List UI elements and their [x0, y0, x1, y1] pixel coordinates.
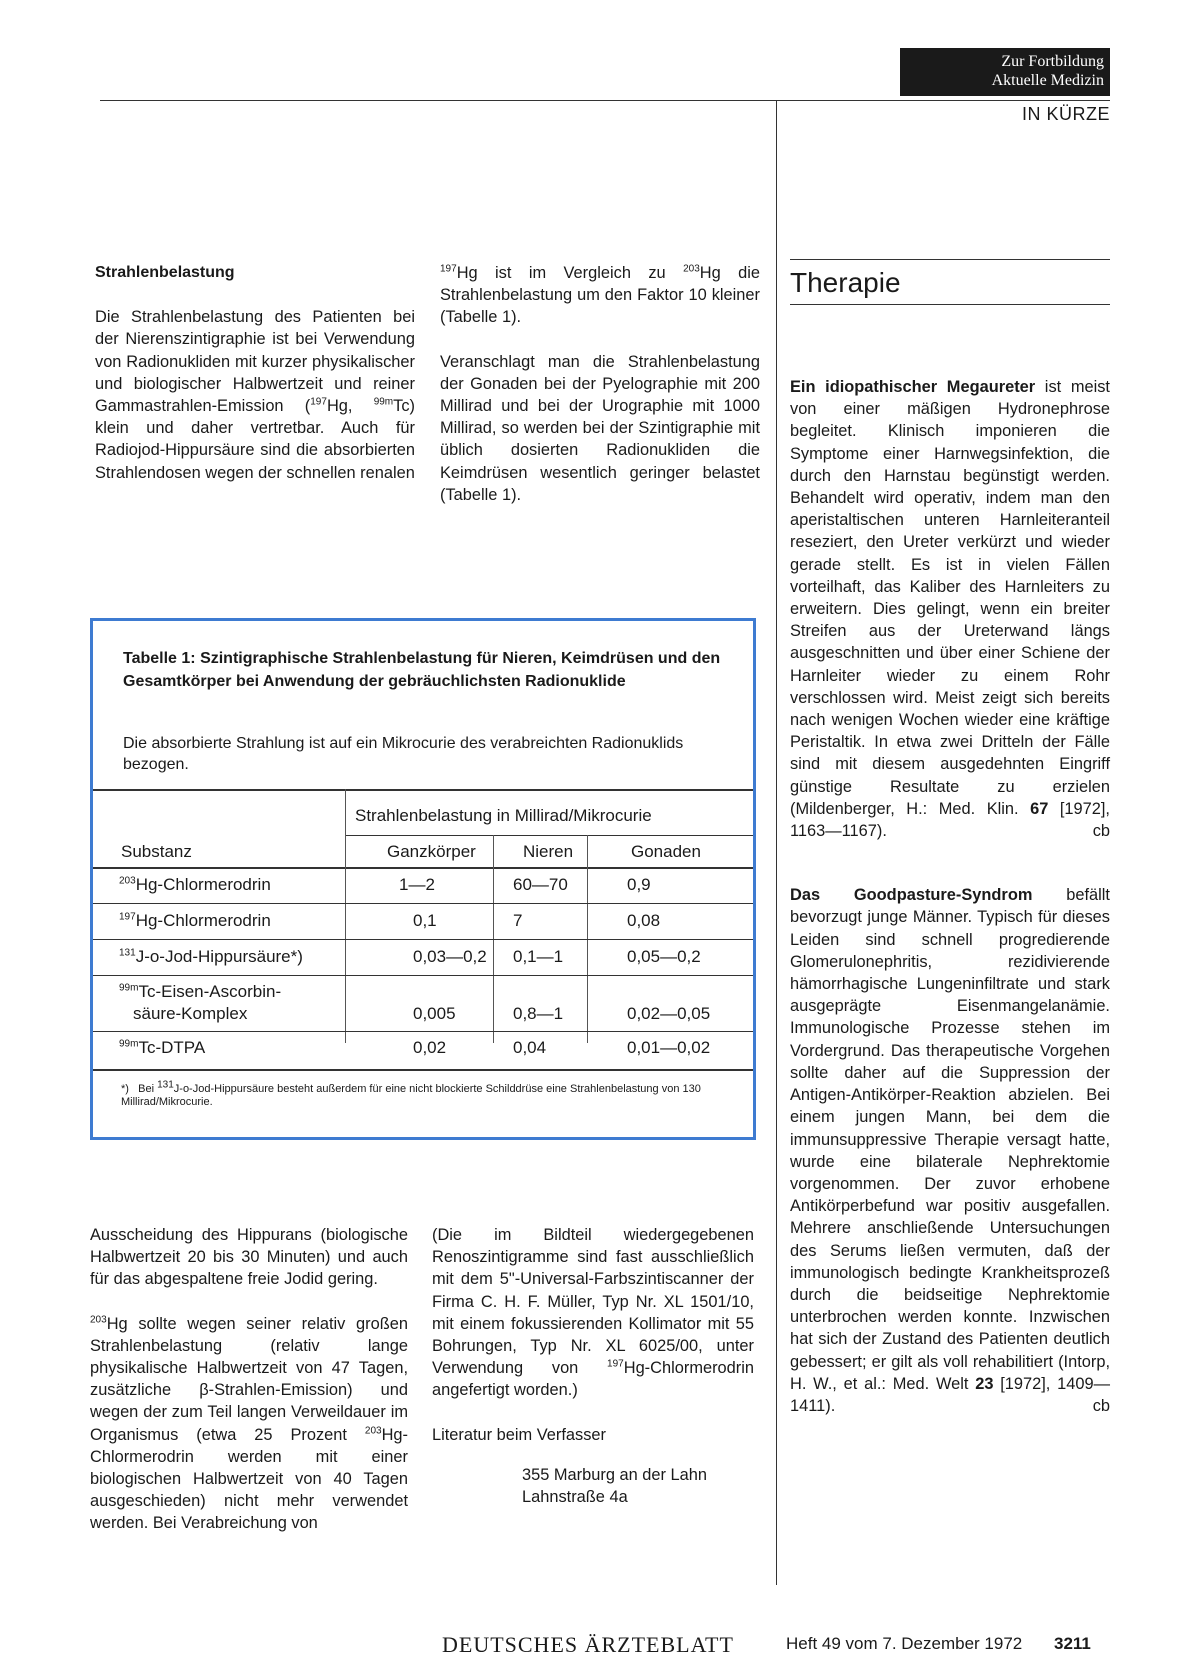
table-col-ganzkoerper: Ganzkörper: [387, 842, 476, 861]
address-line-2: Lahnstraße 4a: [522, 1488, 628, 1507]
table-row-3-gonaden: 0,05—0,2: [627, 947, 701, 966]
middle-paragraph-3: (Die im Bildteil wiedergegebenen Renoszintigramme sind fast ausschließlich mit dem 5"-Universal-Farbszintiscanner der Firma C. H. F. Müller, Typ Nr. XL 1501/10, mit einem fokussierenden Kollimator mit 55 Bohrungen, Typ Nr. XL 6025/00, unter Verwendung von $^{197}$Hg-Chlormerodrin angefertigt worden.): [432, 1226, 754, 1400]
table-rule-bottom: [93, 1069, 753, 1071]
table-subcaption: Die absorbierte Strahlung ist auf ein Mikrocurie des verabreichten Radionuklids bezogen.: [123, 735, 684, 773]
table-row-5-ganzkoerper: 0,02: [413, 1038, 447, 1057]
table-row-5-gonaden: 0,01—0,02: [627, 1038, 711, 1057]
table-row-2-gonaden: 0,08: [627, 911, 661, 930]
table-row-4-gonaden: 0,02—0,05: [627, 1004, 711, 1023]
address-line-1: 355 Marburg an der Lahn: [522, 1465, 707, 1484]
table-row-2-ganzkoerper: 0,1: [413, 911, 437, 930]
table-rule-row-4: [93, 1031, 753, 1032]
middle-paragraph-1: $^{197}$Hg ist im Vergleich zu $^{203}$Hg die Strahlenbelastung um den Faktor 10 kleiner (Tabelle 1).: [440, 263, 760, 327]
table-row-5-nieren: 0,04: [513, 1038, 547, 1057]
table-row-4-substanz-line-2: säure-Komplex: [133, 1004, 248, 1023]
table-row-3-substanz: $^{131}$J-o-Jod-Hippursäure*): [119, 947, 303, 966]
kicker-line-2: Aktuelle Medizin: [991, 72, 1104, 89]
journal-name: DEUTSCHES ÄRZTEBLATT: [442, 1632, 734, 1657]
issue-info: Heft 49 vom 7. Dezember 1972: [786, 1634, 1023, 1653]
table-row-5-substanz: $^{99m}$Tc-DTPA: [119, 1038, 206, 1057]
table-caption: Tabelle 1: Szintigraphische Strahlenbelastung für Nieren, Keimdrüsen und den Gesamtkörper bei Anwendung der gebräuchlichsten Radionuklide: [123, 650, 721, 690]
table-rule-row-1: [93, 903, 753, 904]
therapie-title: Therapie: [790, 267, 901, 298]
middle-column-top: [440, 262, 760, 506]
column-divider: [776, 100, 777, 1585]
table-row-4-nieren: 0,8—1: [513, 1004, 564, 1023]
table-col-nieren: Nieren: [523, 842, 574, 861]
therapie-rule-bottom: [790, 304, 1110, 305]
table-rule-row-3: [93, 975, 753, 976]
author-address: [432, 1464, 754, 1508]
left-heading: Strahlenbelastung: [95, 264, 235, 281]
kicker-line-1: Zur Fortbildung: [1001, 53, 1104, 70]
goodpasture-paragraph: Das Goodpasture-Syndrom befällt bevorzugt junge Männer. Typisch für dieses Leiden sind schnell progredierende Glomerulonephritis, rezidivierende hämorrhagische Lungeninfiltrate und stark ausgeprägte Eisenmangelanämie. Immunologische Prozesse stehen im Vordergrund. Das therapeutische Vorgehen sollte daher auf die Suppression der Antigen-Antikörper-Reaktion abzielen. Bei einem jungen Mann, bei dem die immunsuppressive Therapie versagt hatte, wurde eine bilaterale Nephrektomie vorgenommen. Der zuvor erhobene Antikörperbefund war positiv ausgefallen. Mehrere anschließende Untersuchungen des Serums ließen vermuten, daß der immunologisch bedingte Krankheitsprozeß durch die beidseitige Nephrektomie unterbrochen werden konnte. Inzwischen hat sich der Zustand des Patienten deutlich gebessert; er gilt als voll rehabilitiert (Intorp, H. W., et al.: Med. Welt 23 [1972], 1409—1411). cb: [790, 884, 1110, 1417]
left-paragraph-1: Die Strahlenbelastung des Patienten bei der Nierenszintigraphie ist bei Verwendung von Radionukliden mit kurzer physikalischer und biologischer Halbwertzeit und reiner Gammastrahlen-Emission ($^{197}$Hg, $^{99m}$Tc) klein und daher vertretbar. Auch für Radiojod-Hippursäure sind die absorbierten Strahlendosen wegen der schnellen renalen: [95, 308, 415, 482]
table-row-2-substanz: $^{197}$Hg-Chlormerodrin: [119, 911, 271, 930]
middle-column-bottom: [432, 1224, 754, 1508]
table-row-3-ganzkoerper: 0,03—0,2: [413, 947, 487, 966]
table-footnote: *) Bei $^{131}$J-o-Jod-Hippursäure besteht außerdem für eine nicht blockierte Schilddrüse eine Strahlenbelastung von 130 Millirad/Mikrocurie.: [121, 1079, 701, 1108]
table-row-3-nieren: 0,1—1: [513, 947, 564, 966]
section-label: IN KÜRZE: [1021, 104, 1110, 124]
table-1: [90, 618, 756, 1140]
table-vrule-1: [345, 789, 346, 1043]
table-row-1-gonaden: 0,9: [627, 875, 651, 894]
table-row-1-nieren: 60—70: [513, 875, 568, 894]
left-paragraph-3: $^{203}$Hg sollte wegen seiner relativ großen Strahlenbelastung (relativ lange physikalische Halbwertzeit von 47 Tagen, zusätzliche β-Strahlen-Emission) und wegen der zum Teil langen Verweildauer im Organismus (etwa 25 Prozent $^{203}$Hg-Chlormerodrin werden mit einer biologischen Halbwertzeit von 40 Tagen ausgeschieden) nicht mehr verwendet werden. Bei Verabreichung von: [90, 1314, 408, 1533]
header-rule: [100, 100, 1110, 101]
left-column-bottom: [90, 1224, 408, 1535]
therapie-rule-top: [790, 259, 1110, 260]
table-col-gonaden: Gonaden: [631, 842, 701, 861]
page-number: 3211: [1054, 1634, 1091, 1653]
table-rule-row-2: [93, 939, 753, 940]
left-paragraph-2: Ausscheidung des Hippurans (biologische Halbwertzeit 20 bis 30 Minuten) und auch für das abgespaltene freie Jodid gering.: [90, 1226, 408, 1289]
section-kicker: [900, 48, 1110, 96]
table-row-2-nieren: 7: [513, 911, 523, 930]
table-rule-group: [345, 835, 753, 836]
left-column-top: [95, 262, 415, 484]
megaureter-sign: cb: [1092, 822, 1110, 841]
table-rule-header: [93, 867, 753, 869]
table-row-4-ganzkoerper: 0,005: [413, 1004, 456, 1023]
middle-paragraph-2: Veranschlagt man die Strahlenbelastung der Gonaden bei der Pyelographie mit 200 Millirad und bei der Urographie mit 1000 Millirad, so werden bei der Szintigraphie mit üblich dosierten Radionukliden die Keimdrüsen wesentlich geringer belastet (Tabelle 1).: [440, 352, 760, 504]
right-column: [790, 376, 1110, 1417]
megaureter-paragraph: Ein idiopathischer Megaureter ist meist von einer mäßigen Hydronephrose begleitet. Klinisch imponieren die Symptome einer Harnwegsinfektion, die durch den Harnstau begünstigt werden. Behandelt wird operativ, indem man den aperistaltischen unteren Harnleiteranteil reseziert, den Ureter verkürzt und wieder gerade stellt. Es ist in vielen Fällen vorteilhaft, das Kaliber des Harnleiters zu erweitern. Dies gelingt, wenn ein breiter Streifen aus der Ureterwand längs ausgeschnitten und über einer Schiene der Harnleiter wieder zu einem Rohr verschlossen wird. Meist zeigt sich bereits nach wenigen Wochen wieder eine kräftige Peristaltik. In etwa zwei Dritteln der Fälle sind mit diesem ausgedehnten Eingriff günstige Resultate zu erzielen (Mildenberger, H.: Med. Klin. 67 [1972], 1163—1167). cb: [790, 376, 1110, 842]
table-col-substanz: Substanz: [121, 842, 192, 861]
table-rule-top: [93, 789, 753, 791]
table-row-1-ganzkoerper: 1—2: [399, 875, 435, 894]
table-group-header: Strahlenbelastung in Millirad/Mikrocurie: [355, 806, 652, 825]
goodpasture-sign: cb: [1092, 1396, 1110, 1415]
table-row-1-substanz: $^{203}$Hg-Chlormerodrin: [119, 875, 271, 894]
literatur-note: Literatur beim Verfasser: [432, 1425, 606, 1444]
table-row-4-substanz: $^{99m}$Tc-Eisen-Ascorbin-: [119, 982, 282, 1001]
